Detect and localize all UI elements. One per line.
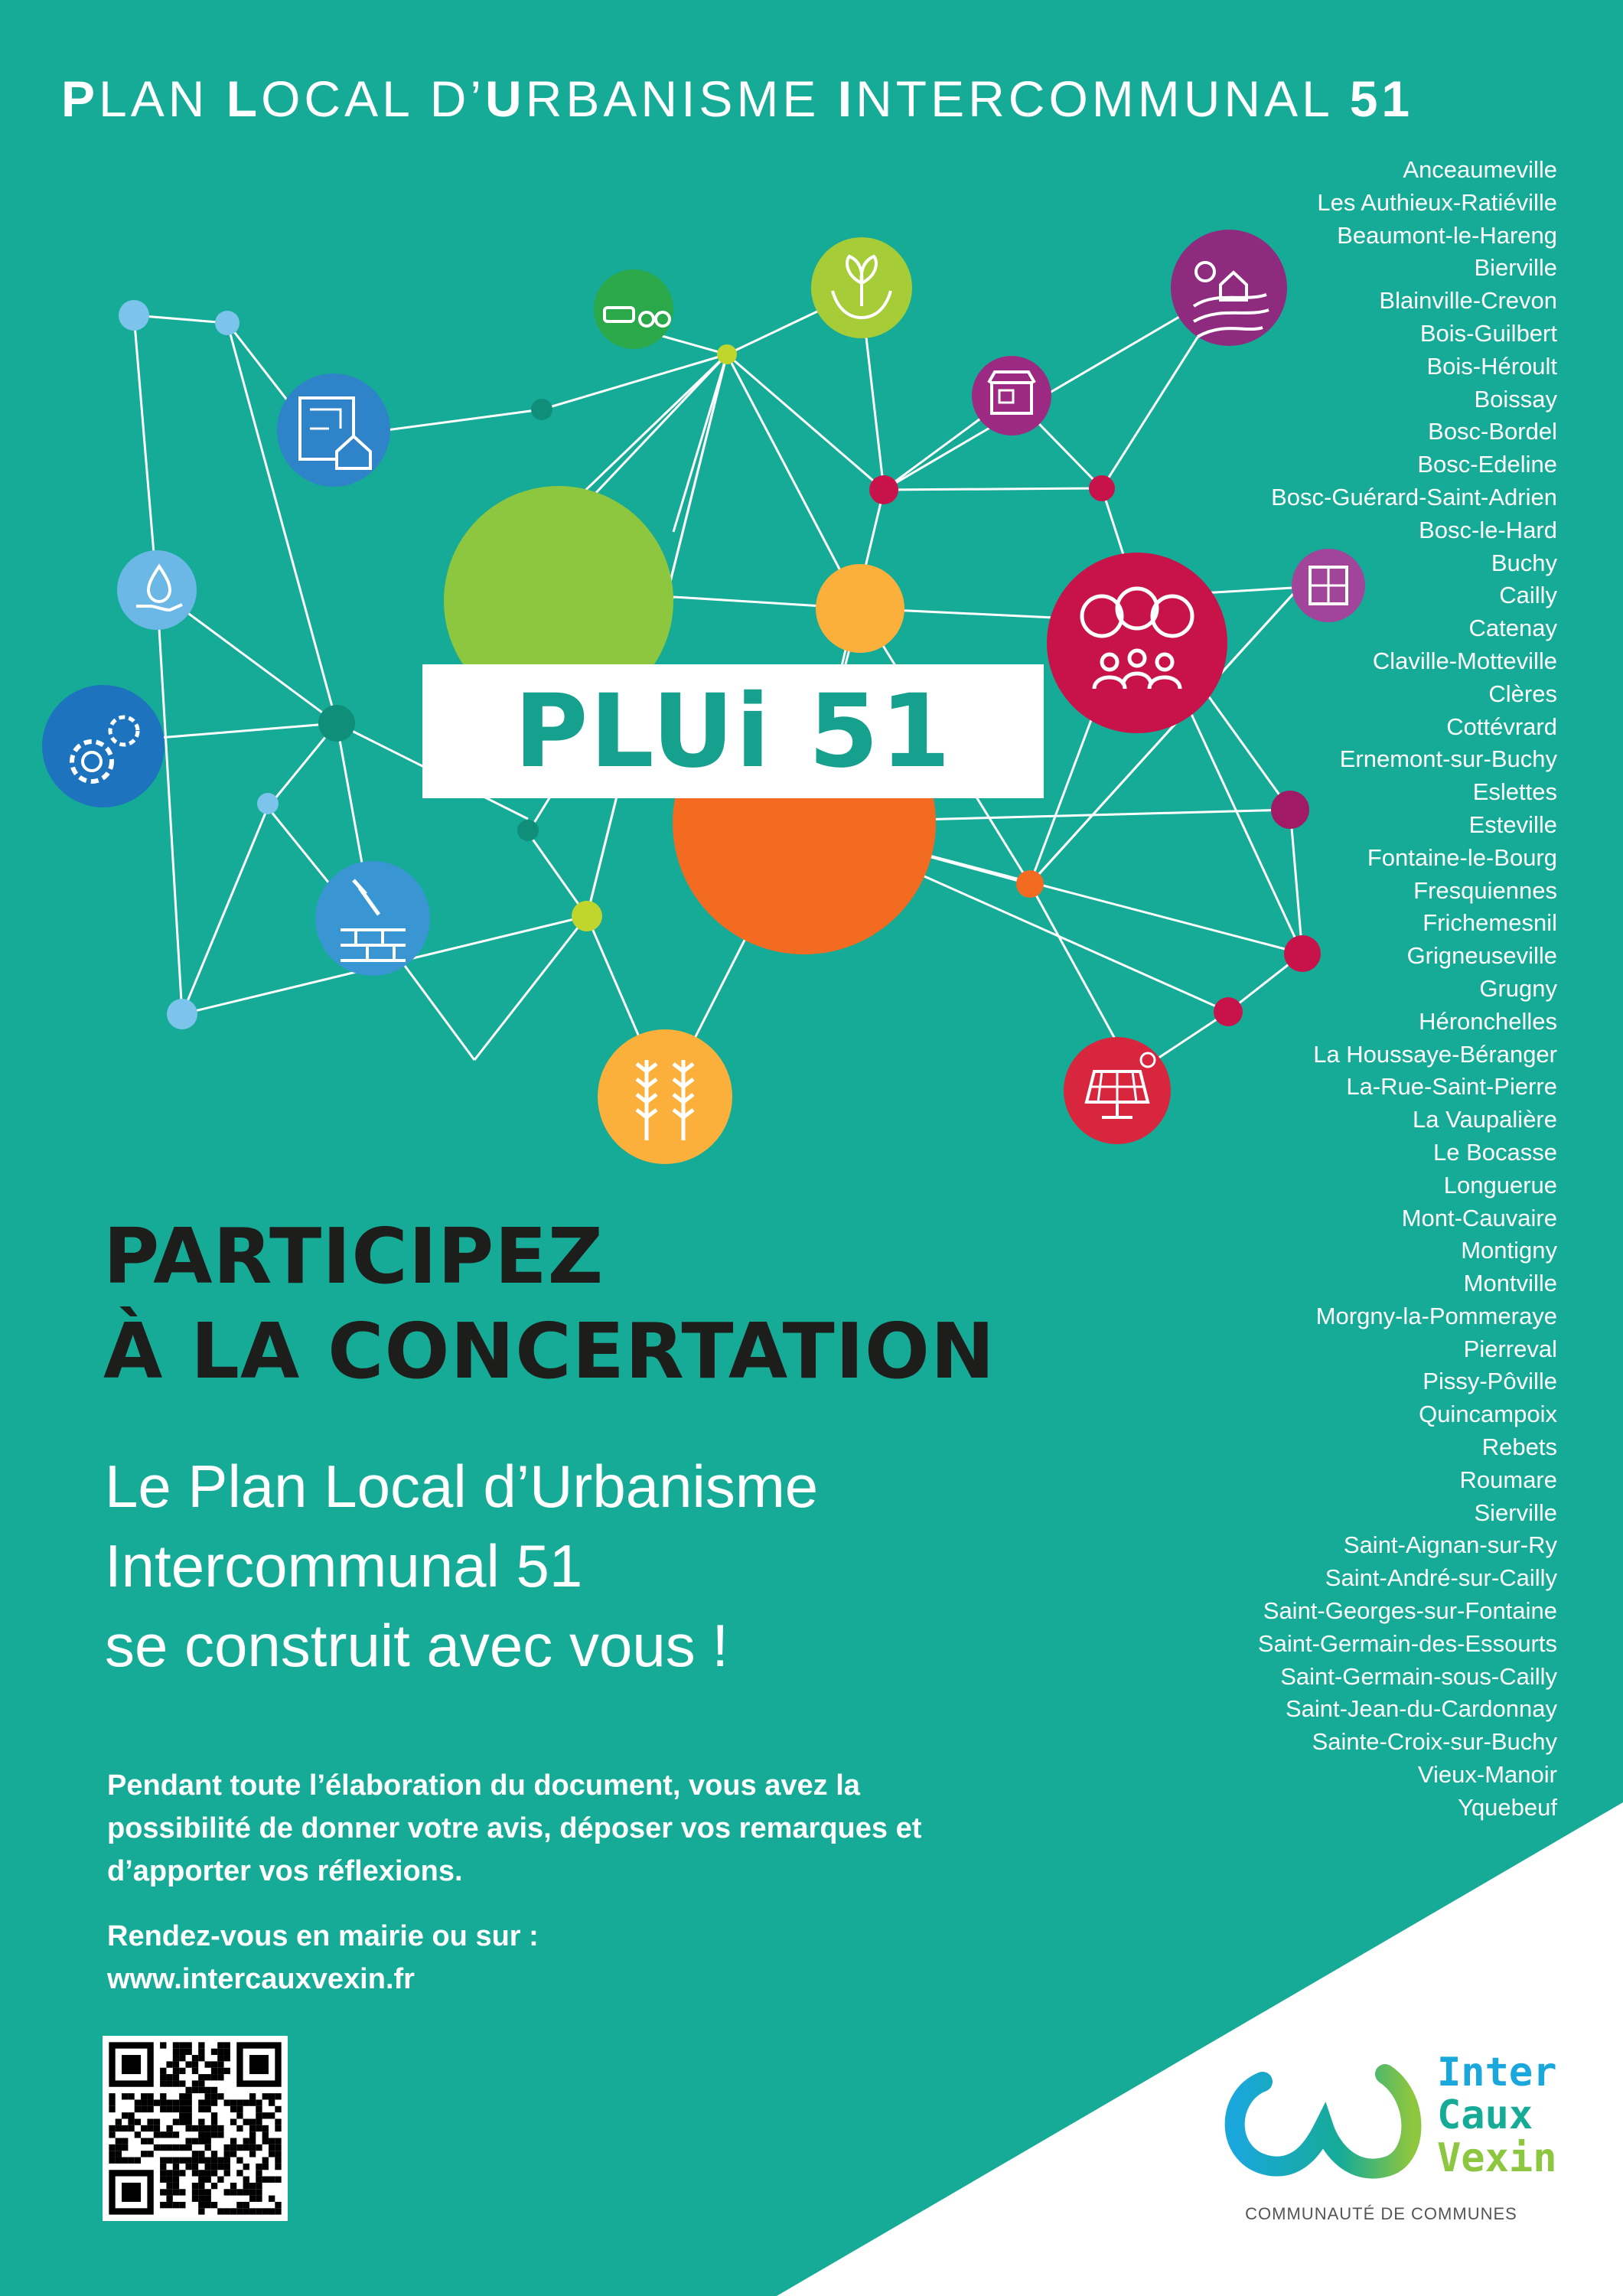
brick-trowel-icon: [315, 861, 430, 976]
rendezvous-line: Rendez-vous en mairie ou sur :: [107, 1920, 539, 1952]
title-part-intercommunal: INTERCOMMUNAL: [837, 70, 1350, 127]
commune-item: Yquebeuf: [1458, 1793, 1557, 1821]
commune-item: Roumare: [1459, 1466, 1557, 1493]
headline: [103, 1209, 996, 1399]
commune-item: Le Bocasse: [1433, 1138, 1557, 1166]
commune-item: Fresquiennes: [1413, 876, 1557, 904]
house-plan-icon: [277, 373, 390, 487]
car-bike-icon: [594, 269, 673, 349]
commune-item: Eslettes: [1472, 778, 1557, 806]
plui-label: PLUi 51: [513, 672, 953, 791]
commune-item: La Vaupalière: [1412, 1106, 1557, 1133]
intercauxvexin-logo: [1217, 2036, 1557, 2235]
hands-plant-icon: [811, 237, 912, 338]
rendezvous-text: [107, 1915, 1102, 2001]
commune-item: Esteville: [1468, 810, 1557, 838]
commune-item: Quincampoix: [1419, 1401, 1557, 1428]
website-link[interactable]: www.intercauxvexin.fr: [107, 1963, 415, 1995]
logo-subtitle: COMMUNAUTÉ DE COMMUNES: [1245, 2204, 1517, 2223]
commune-item: Saint-Georges-sur-Fontaine: [1263, 1597, 1557, 1625]
logo-word-vexin: Vexin: [1437, 2135, 1557, 2181]
commune-item: La-Rue-Saint-Pierre: [1346, 1073, 1557, 1101]
commune-item: Bois-Héroult: [1426, 352, 1557, 380]
title-part-number: 51: [1349, 70, 1414, 127]
commune-item: Saint-Aignan-sur-Ry: [1343, 1531, 1557, 1559]
qr-code[interactable]: [103, 2036, 288, 2221]
commune-item: Clères: [1488, 680, 1557, 707]
gears-icon: [42, 685, 165, 807]
commune-item: Bosc-Bordel: [1428, 418, 1557, 445]
commune-item: Morgny-la-Pommeraye: [1315, 1302, 1557, 1329]
headline-line-1: PARTICIPEZ: [103, 1212, 605, 1301]
commune-item: Pierreval: [1463, 1335, 1557, 1362]
commune-item: Catenay: [1468, 615, 1557, 642]
commune-item: Saint-André-sur-Cailly: [1325, 1564, 1557, 1592]
body-text: [107, 1764, 1102, 1893]
commune-item: Bosc-Guérard-Saint-Adrien: [1271, 483, 1557, 510]
commune-item: Bosc-Edeline: [1417, 451, 1557, 478]
title-part-plan: PLAN: [61, 70, 227, 127]
commune-item: Beaumont-le-Hareng: [1337, 221, 1557, 249]
commune-item: Grigneuseville: [1406, 942, 1557, 970]
commune-item: Mont-Cauvaire: [1401, 1204, 1557, 1231]
commune-item: Saint-Germain-des-Essourts: [1257, 1629, 1557, 1657]
body-line-2: possibilité de donner votre avis, déposer vos remarques et: [107, 1812, 922, 1844]
commune-item: Sainte-Croix-sur-Buchy: [1312, 1728, 1557, 1756]
commune-item: Ernemont-sur-Buchy: [1339, 745, 1557, 773]
commune-item: Buchy: [1491, 549, 1557, 576]
plui-label-box: [422, 664, 1044, 798]
subtitle-line-2: Intercommunal 51: [105, 1532, 583, 1600]
title-part-urbanisme: URBANISME: [485, 70, 838, 127]
commune-item: Cailly: [1499, 582, 1557, 609]
commune-item: Montville: [1463, 1270, 1557, 1297]
subtitle-line-3: se construit avec vous !: [105, 1612, 729, 1679]
commune-item: Boissay: [1474, 385, 1557, 413]
headline-line-2: À LA CONCERTATION: [103, 1306, 996, 1396]
commune-item: Saint-Jean-du-Cardonnay: [1286, 1695, 1557, 1723]
yellow-circle: [816, 564, 904, 653]
commune-item: Frichemesnil: [1423, 909, 1557, 937]
logo-wave-icon: [1217, 2036, 1431, 2197]
poster-title: [61, 70, 1561, 127]
commune-item: Anceaumeville: [1403, 156, 1557, 183]
water-hand-icon: [117, 550, 197, 630]
logo-word-inter: Inter: [1437, 2050, 1557, 2095]
commune-item: Longuerue: [1443, 1171, 1557, 1199]
commune-item: Héronchelles: [1419, 1007, 1557, 1035]
commune-item: Fontaine-le-Bourg: [1367, 843, 1557, 871]
body-line-3: d’apporter vos réflexions.: [107, 1855, 463, 1887]
commune-item: La Houssaye-Béranger: [1313, 1040, 1557, 1068]
commune-item: Les Authieux-Ratiéville: [1317, 188, 1557, 216]
logo-word-caux: Caux: [1437, 2092, 1533, 2138]
commune-item: Bois-Guilbert: [1419, 319, 1557, 347]
commune-item: Bosc-le-Hard: [1419, 516, 1557, 543]
commune-item: Claville-Motteville: [1372, 647, 1557, 674]
commune-item: Bierville: [1474, 254, 1557, 282]
commune-item: Montigny: [1461, 1237, 1557, 1264]
title-part-local: LOCAL D’: [226, 70, 486, 127]
commune-item: Vieux-Manoir: [1417, 1761, 1557, 1789]
subtitle: [105, 1446, 1100, 1685]
body-line-1: Pendant toute l’élaboration du document, vous avez la: [107, 1769, 860, 1802]
wheat-icon: [598, 1029, 732, 1164]
subtitle-line-1: Le Plan Local d’Urbanisme: [105, 1453, 819, 1520]
commune-item: Blainville-Crevon: [1379, 287, 1557, 315]
commune-item: Rebets: [1481, 1433, 1557, 1461]
commune-item: Pissy-Pôville: [1423, 1368, 1557, 1395]
commune-item: Saint-Germain-sous-Cailly: [1280, 1662, 1557, 1690]
commune-item: Cottévrard: [1446, 713, 1557, 740]
commune-item: Grugny: [1479, 974, 1557, 1002]
commune-item: Sierville: [1474, 1499, 1557, 1526]
